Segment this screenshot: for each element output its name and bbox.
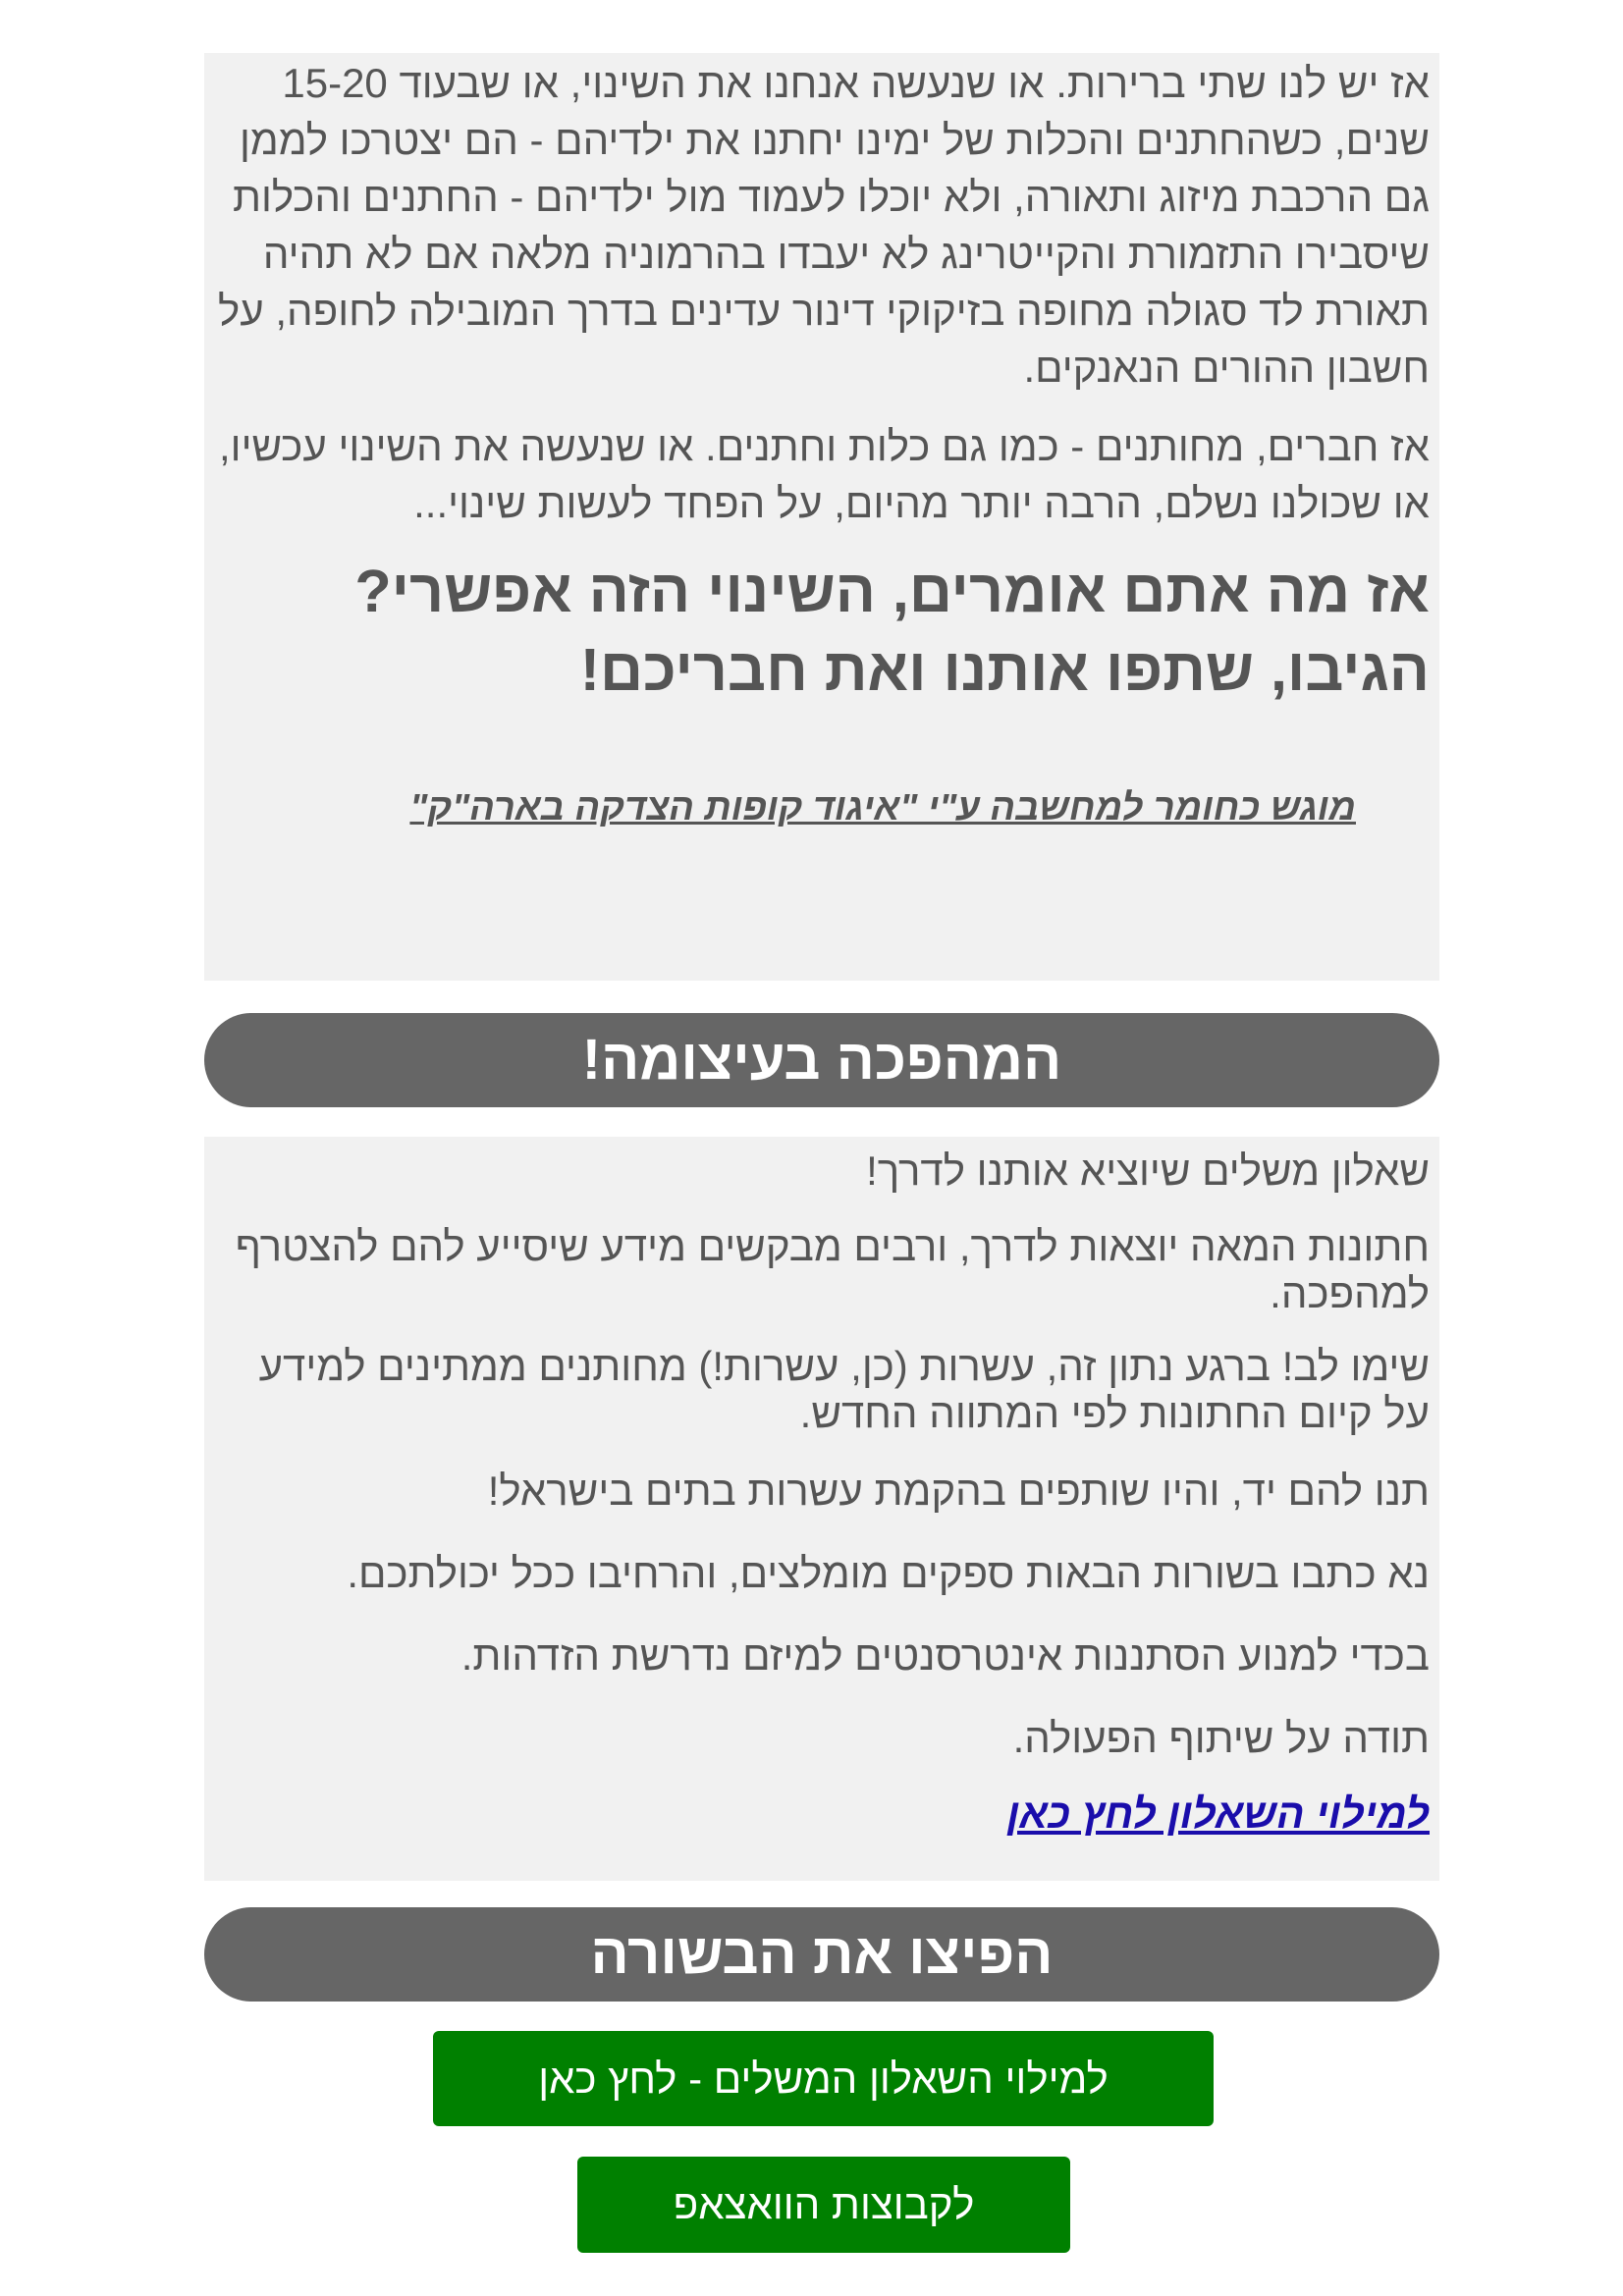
revolution-banner: המהפכה בעיצומה! <box>204 1013 1439 1107</box>
questionnaire-intro: שאלון משלים שיוציא אותנו לדרך! <box>866 1148 1430 1194</box>
questionnaire-text-5: נא כתבו בשורות הבאות ספקים מומלצים, והרחיבו ככל יכולתכם. <box>347 1550 1430 1596</box>
article-credit: מוגש כחומר למחשבה ע"י "איגוד קופות הצדקה בארה"ק" <box>409 787 1356 828</box>
article-heading <box>214 552 1430 709</box>
article-heading-line-2: הגיבו, שתפו אותנו ואת חבריכם! <box>579 636 1430 703</box>
questionnaire-text-4: תנו להם יד, והיו שותפים בהקמת עשרות בתים בישראל! <box>487 1468 1430 1514</box>
article-panel <box>204 53 1439 981</box>
spread-news-banner: הפיצו את הבשורה <box>204 1907 1439 2002</box>
questionnaire-button[interactable]: למילוי השאלון המשלים - לחץ כאן <box>433 2031 1214 2126</box>
questionnaire-text-6: בכדי למנוע הסתננות אינטרסנטים למיזם נדרשת הזדהות. <box>460 1632 1430 1679</box>
questionnaire-panel <box>204 1137 1439 1881</box>
whatsapp-groups-button[interactable]: לקבוצות הוואצאפ <box>577 2157 1070 2253</box>
questionnaire-link[interactable]: למילוי השאלון לחץ כאן <box>1006 1790 1430 1837</box>
questionnaire-text-2: חתונות המאה יוצאות לדרך, ורבים מבקשים מידע שיסייע להם להצטרף למהפכה. <box>235 1223 1430 1316</box>
article-paragraph-2: אז חברים, מחותנים - כמו גם כלות וחתנים. או שנעשה את השינוי עכשיו, או שכולנו נשלם, הרבה יותר מהיום, על הפחד לעשות שינוי... <box>218 423 1430 526</box>
article-heading-line-1: אז מה אתם אומרים, השינוי הזה אפשרי? <box>354 558 1430 624</box>
questionnaire-text-7: תודה על שיתוף הפעולה. <box>1012 1715 1430 1761</box>
article-paragraph-1: אז יש לנו שתי ברירות. או שנעשה אנחנו את השינוי, או שבעוד 15-20 שנים, כשהחתנים והכלות של ימינו יחתנו את ילדיהם - הם יצטרכו לממן גם הרכבת מיזוג ותאורה, ולא יוכלו לעמוד מול ילדיהם - החתנים והכלות שיסבירו התזמורת והקייטרינג לא יעבדו בהרמוניה מלאה אם לא תהיה תאורת לד סגולה מחופה בזיקוקי דינור עדינים בדרך המובילה לחופה, על חשבון ההורים הנאנקים. <box>217 60 1430 391</box>
questionnaire-text-3: שימו לב! ברגע נתון זה, עשרות (כן, עשרות!) מחותנים ממתינים למידע על קיום החתונות לפי המתווה החדש. <box>258 1343 1430 1436</box>
